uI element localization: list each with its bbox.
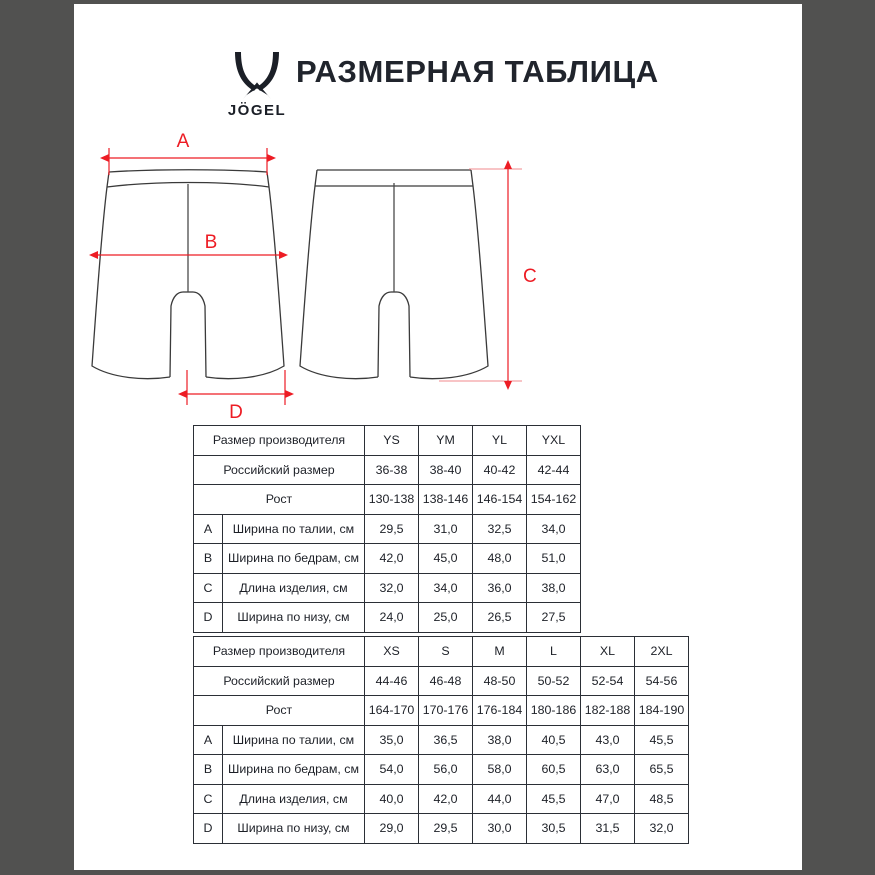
jogel-logo — [222, 46, 292, 118]
cell-height: 164-170 — [365, 696, 419, 726]
cell-russian-size: 48-50 — [473, 666, 527, 696]
cell-value: 48,5 — [635, 784, 689, 814]
measurement-letter: D — [194, 814, 223, 844]
cell-value: 42,0 — [365, 544, 419, 574]
cell-value: 58,0 — [473, 755, 527, 785]
front-view — [92, 170, 284, 379]
cell-value: 65,5 — [635, 755, 689, 785]
cell-value: 34,0 — [527, 514, 581, 544]
cell-value: 45,5 — [635, 725, 689, 755]
measurement-name: Ширина по бедрам, см — [223, 544, 365, 574]
table-row-measurement-c — [194, 784, 689, 814]
cell-value: 30,5 — [527, 814, 581, 844]
measurement-letter: C — [194, 573, 223, 603]
cell-russian-size: 46-48 — [419, 666, 473, 696]
measurement-letter: A — [194, 514, 223, 544]
measurement-letter: C — [194, 784, 223, 814]
shorts-measurement-diagram — [74, 130, 802, 424]
cell-size: XS — [365, 637, 419, 667]
cell-value: 44,0 — [473, 784, 527, 814]
cell-value: 36,5 — [419, 725, 473, 755]
measurement-letter: B — [194, 544, 223, 574]
cell-height: 138-146 — [419, 485, 473, 515]
row-label-manufacturer-size: Размер производителя — [194, 426, 365, 456]
cell-height: 154-162 — [527, 485, 581, 515]
page-header — [74, 44, 802, 124]
cell-size: L — [527, 637, 581, 667]
size-table-adult — [193, 636, 689, 844]
row-label-height: Рост — [194, 696, 365, 726]
cell-size: S — [419, 637, 473, 667]
cell-size: YL — [473, 426, 527, 456]
cell-value: 38,0 — [527, 573, 581, 603]
table-row-measurement-a — [194, 514, 581, 544]
size-chart-page — [74, 4, 802, 870]
dimension-label-c: C — [523, 266, 537, 287]
measurement-name: Длина изделия, см — [223, 573, 365, 603]
size-table-adult-wrapper — [193, 636, 689, 844]
cell-value: 42,0 — [419, 784, 473, 814]
table-row-height — [194, 696, 689, 726]
measurement-letter: D — [194, 603, 223, 633]
table-row-manufacturer-size — [194, 426, 581, 456]
cell-russian-size: 52-54 — [581, 666, 635, 696]
cell-size: YM — [419, 426, 473, 456]
cell-height: 146-154 — [473, 485, 527, 515]
size-table-youth-wrapper — [193, 425, 581, 633]
measurement-name: Ширина по талии, см — [223, 725, 365, 755]
table-row-measurement-d — [194, 814, 689, 844]
cell-value: 48,0 — [473, 544, 527, 574]
cell-value: 34,0 — [419, 573, 473, 603]
cell-value: 63,0 — [581, 755, 635, 785]
cell-value: 54,0 — [365, 755, 419, 785]
table-row-manufacturer-size — [194, 637, 689, 667]
cell-height: 176-184 — [473, 696, 527, 726]
cell-value: 43,0 — [581, 725, 635, 755]
measurement-letter: B — [194, 755, 223, 785]
table-row-measurement-b — [194, 544, 581, 574]
cell-value: 31,0 — [419, 514, 473, 544]
cell-size: M — [473, 637, 527, 667]
cell-russian-size: 50-52 — [527, 666, 581, 696]
cell-value: 45,0 — [419, 544, 473, 574]
table-row-measurement-b — [194, 755, 689, 785]
cell-value: 56,0 — [419, 755, 473, 785]
cell-value: 40,0 — [365, 784, 419, 814]
table-row-height — [194, 485, 581, 515]
cell-value: 32,5 — [473, 514, 527, 544]
back-view — [300, 170, 488, 379]
cell-value: 29,5 — [419, 814, 473, 844]
table-row-measurement-a — [194, 725, 689, 755]
cell-value: 36,0 — [473, 573, 527, 603]
measurement-name: Ширина по низу, см — [223, 814, 365, 844]
cell-height: 180-186 — [527, 696, 581, 726]
table-row-russian-size — [194, 666, 689, 696]
cell-russian-size: 38-40 — [419, 455, 473, 485]
cell-height: 170-176 — [419, 696, 473, 726]
dimension-c — [439, 169, 522, 381]
cell-value: 47,0 — [581, 784, 635, 814]
row-label-russian-size: Российский размер — [194, 455, 365, 485]
cell-value: 25,0 — [419, 603, 473, 633]
cell-size: YS — [365, 426, 419, 456]
cell-value: 32,0 — [365, 573, 419, 603]
cell-height: 182-188 — [581, 696, 635, 726]
cell-value: 35,0 — [365, 725, 419, 755]
page-title: РАЗМЕРНАЯ ТАБЛИЦА — [296, 54, 659, 89]
cell-value: 51,0 — [527, 544, 581, 574]
row-label-manufacturer-size: Размер производителя — [194, 637, 365, 667]
cell-value: 40,5 — [527, 725, 581, 755]
cell-height: 130-138 — [365, 485, 419, 515]
cell-value: 26,5 — [473, 603, 527, 633]
row-label-russian-size: Российский размер — [194, 666, 365, 696]
cell-russian-size: 40-42 — [473, 455, 527, 485]
measurement-name: Ширина по бедрам, см — [223, 755, 365, 785]
cell-russian-size: 54-56 — [635, 666, 689, 696]
table-row-russian-size — [194, 455, 581, 485]
cell-russian-size: 44-46 — [365, 666, 419, 696]
cell-value: 32,0 — [635, 814, 689, 844]
cell-size: 2XL — [635, 637, 689, 667]
measurement-letter: A — [194, 725, 223, 755]
cell-size: YXL — [527, 426, 581, 456]
cell-value: 30,0 — [473, 814, 527, 844]
measurement-name: Ширина по низу, см — [223, 603, 365, 633]
dimension-d — [187, 370, 285, 405]
cell-value: 27,5 — [527, 603, 581, 633]
cell-size: XL — [581, 637, 635, 667]
cell-value: 24,0 — [365, 603, 419, 633]
table-row-measurement-d — [194, 603, 581, 633]
cell-height: 184-190 — [635, 696, 689, 726]
dimension-label-a: A — [176, 131, 190, 152]
measurement-name: Длина изделия, см — [223, 784, 365, 814]
dimension-label-b: B — [204, 232, 218, 253]
measurement-name: Ширина по талии, см — [223, 514, 365, 544]
size-table-youth — [193, 425, 581, 633]
cell-value: 29,5 — [365, 514, 419, 544]
cell-russian-size: 42-44 — [527, 455, 581, 485]
cell-value: 45,5 — [527, 784, 581, 814]
table-row-measurement-c — [194, 573, 581, 603]
cell-value: 60,5 — [527, 755, 581, 785]
cell-value: 29,0 — [365, 814, 419, 844]
cell-value: 38,0 — [473, 725, 527, 755]
row-label-height: Рост — [194, 485, 365, 515]
cell-russian-size: 36-38 — [365, 455, 419, 485]
cell-value: 31,5 — [581, 814, 635, 844]
dimension-label-d: D — [229, 402, 243, 423]
logo-wordmark: JÖGEL — [227, 102, 287, 118]
